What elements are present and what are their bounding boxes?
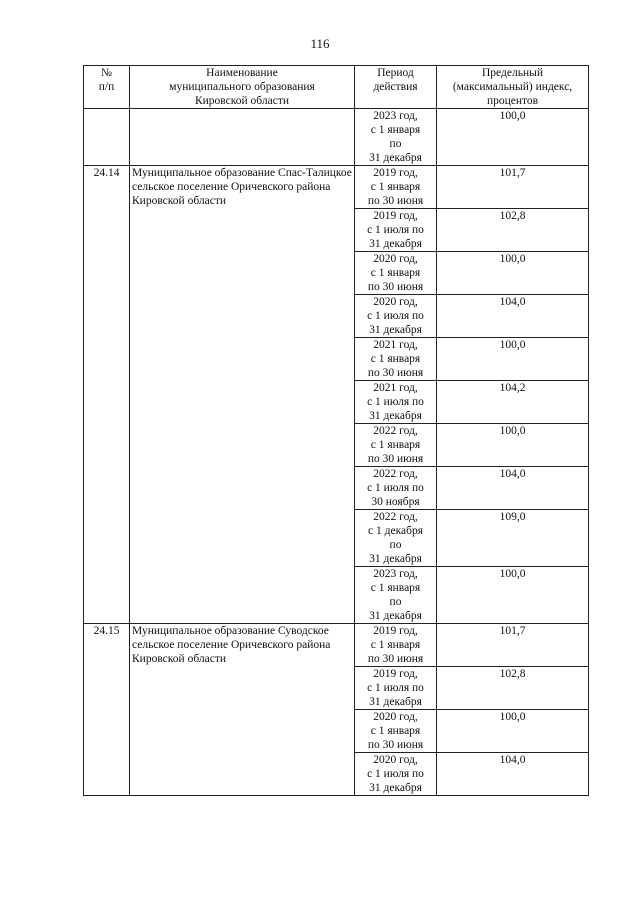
period-line: 31 декабря xyxy=(369,553,422,565)
table-row xyxy=(84,109,589,166)
index-value: 104,0 xyxy=(437,295,589,338)
period-line: с 1 января xyxy=(370,582,421,594)
period-line: с 1 июля по xyxy=(367,482,424,494)
period-line: с 1 января xyxy=(370,124,421,136)
header-index-line: Предельный xyxy=(482,67,543,79)
header-index-line: процентов xyxy=(486,95,539,107)
index-value: 104,2 xyxy=(437,381,589,424)
period-line: 31 декабря xyxy=(369,782,422,794)
municipality-name: Муниципальное образование Спас-Талицкое сельское поселение Оричевского района Кировской области xyxy=(130,166,355,624)
period-line: 31 декабря xyxy=(369,324,422,336)
header-period-line: действия xyxy=(373,81,418,93)
period-line: с 1 июля по xyxy=(367,310,424,322)
period-line: с 1 января xyxy=(370,639,421,651)
municipality-name xyxy=(130,109,355,166)
index-value: 100,0 xyxy=(437,567,589,624)
period-line: с 1 декабря xyxy=(368,525,423,537)
period-line: 2023 год, xyxy=(373,568,418,580)
page-number: 116 xyxy=(310,36,330,51)
index-value: 100,0 xyxy=(437,424,589,467)
period-line: 2019 год, xyxy=(373,210,418,222)
period-line: 31 декабря xyxy=(369,696,422,708)
period-line: с 1 января xyxy=(370,725,421,737)
period-line: 2023 год, xyxy=(373,110,418,122)
period-line: с 1 июля по xyxy=(367,682,424,694)
row-number: 24.15 xyxy=(84,624,130,796)
period-line: по 30 июня xyxy=(367,195,424,207)
table-row xyxy=(84,166,589,209)
period-cell xyxy=(355,381,437,424)
index-value: 101,7 xyxy=(437,166,589,209)
period-cell xyxy=(355,510,437,567)
index-value: 100,0 xyxy=(437,252,589,295)
period-line: с 1 января xyxy=(370,181,421,193)
period-line: с 1 января xyxy=(370,353,421,365)
header-num-line: п/п xyxy=(98,81,115,93)
tariff-index-table xyxy=(83,65,589,796)
index-value: 102,8 xyxy=(437,667,589,710)
municipality-name: Муниципальное образование Суводское сельское поселение Оричевского района Кировской области xyxy=(130,624,355,796)
period-line: 2019 год, xyxy=(373,167,418,179)
header-index-line: (максимальный) индекс, xyxy=(452,81,573,93)
period-line: 2022 год, xyxy=(373,511,418,523)
table-body xyxy=(84,109,589,796)
period-line: 2022 год, xyxy=(373,468,418,480)
period-cell xyxy=(355,467,437,510)
period-line: 31 декабря xyxy=(369,238,422,250)
index-value: 100,0 xyxy=(437,338,589,381)
period-cell xyxy=(355,567,437,624)
period-line: с 1 января xyxy=(370,267,421,279)
period-line: 2021 год, xyxy=(373,382,418,394)
period-line: с 1 июля по xyxy=(367,224,424,236)
header-name-line: муниципального образования xyxy=(169,81,315,93)
row-number: 24.14 xyxy=(84,166,130,624)
period-line: по 30 июня xyxy=(367,453,424,465)
period-cell xyxy=(355,624,437,667)
table-header-row xyxy=(84,66,589,109)
period-cell xyxy=(355,753,437,796)
period-line: 2021 год, xyxy=(373,339,418,351)
period-cell xyxy=(355,338,437,381)
period-line: по 30 июня xyxy=(367,281,424,293)
header-num xyxy=(84,66,130,109)
period-line: 30 ноября xyxy=(371,496,420,508)
header-index xyxy=(437,66,589,109)
period-line: по 30 июня xyxy=(367,367,424,379)
period-line: по xyxy=(389,138,402,150)
header-period-line: Период xyxy=(377,67,414,79)
header-name xyxy=(130,66,355,109)
period-line: 31 декабря xyxy=(369,610,422,622)
index-value: 100,0 xyxy=(437,109,589,166)
period-cell xyxy=(355,295,437,338)
period-cell xyxy=(355,252,437,295)
period-line: 31 декабря xyxy=(369,410,422,422)
period-line: 2019 год, xyxy=(373,625,418,637)
period-line: с 1 января xyxy=(370,439,421,451)
period-line: по 30 июня xyxy=(367,653,424,665)
period-line: по 30 июня xyxy=(367,739,424,751)
period-line: 2020 год, xyxy=(373,253,418,265)
index-value: 109,0 xyxy=(437,510,589,567)
period-cell xyxy=(355,109,437,166)
index-value: 102,8 xyxy=(437,209,589,252)
period-cell xyxy=(355,166,437,209)
header-period xyxy=(355,66,437,109)
period-line: 2022 год, xyxy=(373,425,418,437)
period-cell xyxy=(355,667,437,710)
row-number xyxy=(84,109,130,166)
header-name-line: Наименование xyxy=(206,67,278,79)
period-line: 31 декабря xyxy=(369,152,422,164)
period-cell xyxy=(355,424,437,467)
period-line: с 1 июля по xyxy=(367,768,424,780)
period-line: с 1 июля по xyxy=(367,396,424,408)
period-line: 2020 год, xyxy=(373,754,418,766)
header-num-line: № xyxy=(101,67,112,79)
period-line: по xyxy=(389,596,402,608)
period-cell xyxy=(355,710,437,753)
header-name-line: Кировской области xyxy=(194,95,290,107)
period-line: 2020 год, xyxy=(373,711,418,723)
period-line: 2019 год, xyxy=(373,668,418,680)
period-line: по xyxy=(389,539,402,551)
period-cell xyxy=(355,209,437,252)
index-value: 104,0 xyxy=(437,753,589,796)
table-row xyxy=(84,624,589,667)
index-value: 104,0 xyxy=(437,467,589,510)
index-value: 101,7 xyxy=(437,624,589,667)
index-value: 100,0 xyxy=(437,710,589,753)
period-line: 2020 год, xyxy=(373,296,418,308)
